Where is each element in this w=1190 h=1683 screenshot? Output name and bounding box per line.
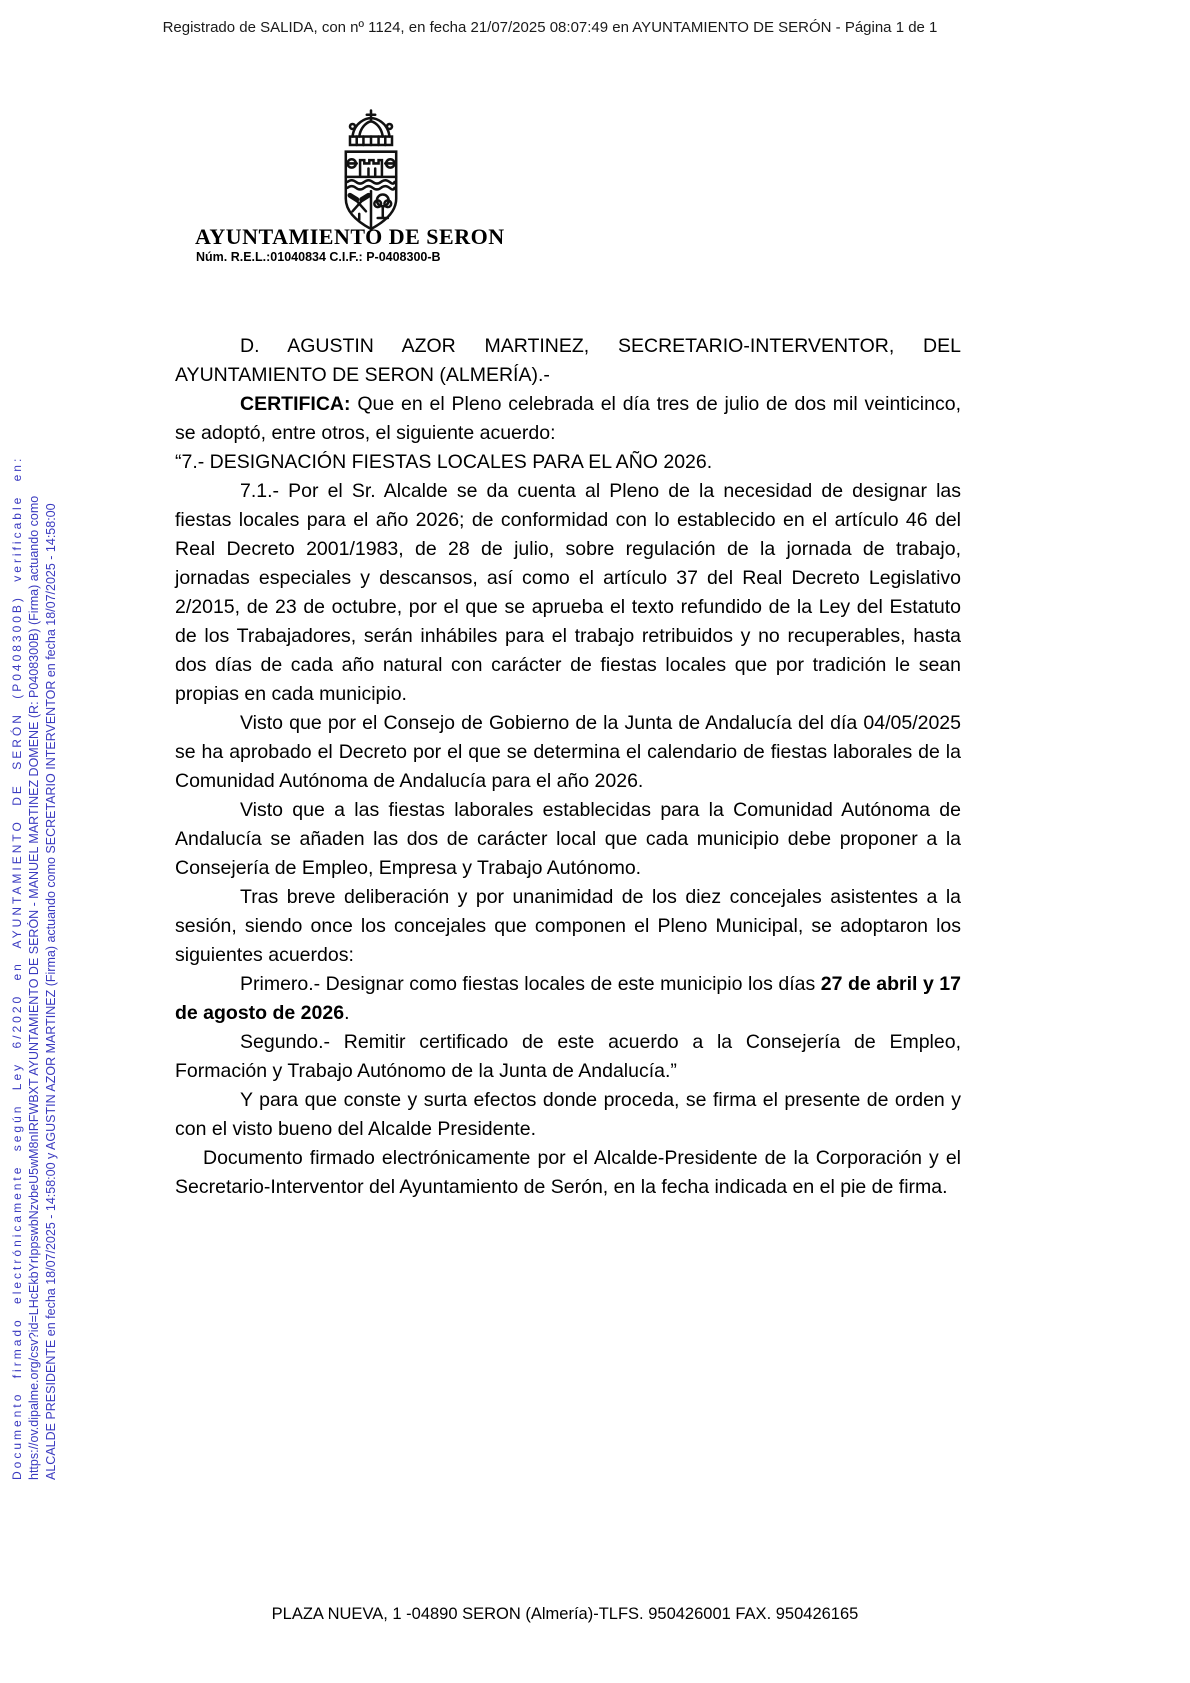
paragraph-signature-note: Documento firmado electrónicamente por el Alcalde-Presidente de la Corporación y el Secretario-Interventor del Ayuntamiento de Serón, en la fecha indicada en el pie de firma. xyxy=(175,1147,961,1198)
primero-text: Primero.- Designar como fiestas locales de este municipio los días xyxy=(240,973,821,995)
paragraph-7-1: 7.1.- Por el Sr. Alcalde se da cuenta al Pleno de la necesidad de designar las fiestas locales para el año 2026; de conformidad con lo establecido en el artículo 46 del Real Decreto 2001/1983, de 28 de julio, sobre regulación de la jornada de trabajo, jornadas especiales y descansos, así como el artículo 37 del Real Decreto Legislativo 2/2015, de 23 de octubre, por el que se aprueba el texto refundido de la Ley del Estatuto de los Trabajadores, serán inhábiles para el trabajo retribuidos y no recuperables, hasta dos días de cada año natural con carácter de fiestas locales que por tradición le sean propias en cada municipio. xyxy=(175,480,961,705)
paragraph-certifica xyxy=(175,390,961,448)
paragraph-visto-decreto: Visto que por el Consejo de Gobierno de la Junta de Andalucía del día 04/05/2025 se ha aprobado el Decreto por el que se determina el calendario de fiestas laborales de la Comunidad Autónoma de Andalucía para el año 2026. xyxy=(175,712,961,792)
sidebar-verification-url: https://ov.dipalme.org/csv?id=LHcEkbYrIppswbNzvbeU5wM8nIRFWBXT AYUNTAMIENTO DE SERÓN - MANUEL MARTINEZ DOMENE (R: P0408300B) (Firma) actuando como xyxy=(27,495,41,1480)
paragraph-segundo: Segundo.- Remitir certificado de este acuerdo a la Consejería de Empleo, Formación y Trabajo Autónomo de la Junta de Andalucía.” xyxy=(175,1031,961,1082)
coat-of-arms-icon xyxy=(328,108,414,234)
sidebar-verification-line: Documento firmado electrónicamente según Ley 6/2020 en AYUNTAMIENTO DE SERÓN (P0408300B) verificable en: xyxy=(10,455,24,1480)
paragraph-agreement-heading: “7.- DESIGNACIÓN FIESTAS LOCALES PARA EL AÑO 2026. xyxy=(175,451,713,473)
fiestas-dates-bold: 27 de abril y 17 de agosto de 2026 xyxy=(175,973,961,1024)
paragraph-visto-fiestas: Visto que a las fiestas laborales establecidas para la Comunidad Autónoma de Andalucía se añaden las dos de carácter local que cada municipio debe proponer a la Consejería de Empleo, Empresa y Trabajo Autónomo. xyxy=(175,799,961,879)
sidebar-signers-line: ALCALDE PRESIDENTE en fecha 18/07/2025 - 14:58:00 y AGUSTIN AZOR MARTINEZ (Firma) actuando como SECRETARIO INTERVENTOR en fecha 18/07/2025 - 14:58:00 xyxy=(44,503,58,1480)
footer-address: PLAZA NUEVA, 1 -04890 SERON (Almería)-TLFS. 950426001 FAX. 950426165 xyxy=(271,1605,859,1623)
paragraph-deliberacion: Tras breve deliberación y por unanimidad de los diez concejales asistentes a la sesión, siendo once los concejales que componen el Pleno Municipal, se adoptaron los siguientes acuerdos: xyxy=(175,886,961,966)
paragraph-conste: Y para que conste y surta efectos donde proceda, se firma el presente de orden y con el visto bueno del Alcalde Presidente. xyxy=(175,1089,961,1140)
paragraph-primero xyxy=(175,970,961,1028)
org-registry-line: Núm. R.E.L.:01040834 C.I.F.: P-0408300-B xyxy=(196,250,441,264)
certifica-label: CERTIFICA: xyxy=(240,393,351,415)
registration-header: Registrado de SALIDA, con nº 1124, en fecha 21/07/2025 08:07:49 en AYUNTAMIENTO DE SERÓN - Página 1 de 1 xyxy=(162,19,938,36)
primero-period: . xyxy=(344,1002,350,1024)
certifica-text: Que en el Pleno celebrada el día tres de julio de dos mil veinticinco, se adoptó, entre otros, el siguiente acuerdo: xyxy=(175,393,961,444)
org-name: AYUNTAMIENTO DE SERON xyxy=(195,224,505,249)
document-body xyxy=(175,332,961,1202)
signature-sidebar xyxy=(10,192,58,1480)
paragraph-secretary-intro: D. AGUSTIN AZOR MARTINEZ, SECRETARIO-INTERVENTOR, DEL AYUNTAMIENTO DE SERON (ALMERÍA).- xyxy=(175,335,961,386)
